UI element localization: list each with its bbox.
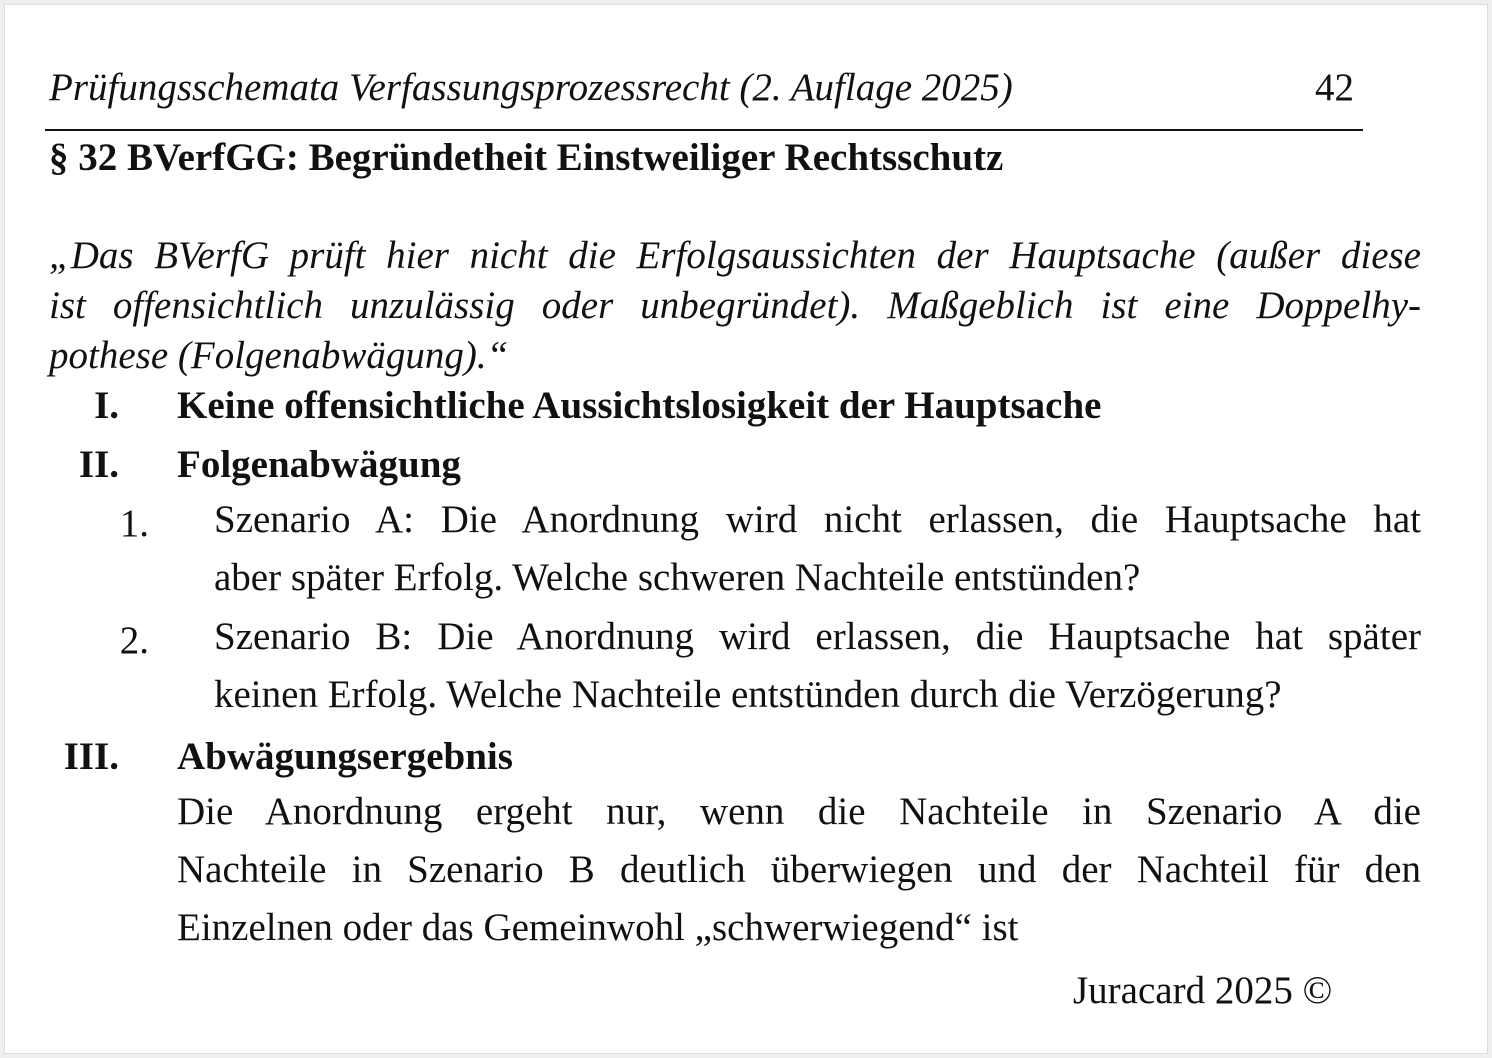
list-item-number: 2. [119,619,149,662]
document-page [4,4,1488,1054]
quote-line: pothese (Folgenabwägung).“ [49,334,509,377]
intro-quote [49,231,1421,381]
list-item-number: 1. [119,502,149,545]
outline-numeral-ii: II. [78,443,119,486]
list-item-line: Szenario B: Die Anordnung wird erlassen, die Hauptsache hat später [214,615,1421,658]
list-item-line: keinen Erfolg. Welche Nachteile entstünden durch die Verzögerung? [214,673,1282,716]
quote-line: „Das BVerfG prüft hier nicht die Erfolgsaussichten der Hauptsache (außer diese [49,234,1421,277]
outline-heading-i: Keine offensichtliche Aussichtslosigkeit der Hauptsache [177,384,1102,427]
page-number: 42 [1315,66,1354,109]
running-title: Prüfungsschemata Verfassungsprozessrecht (2. Auflage 2025) [49,66,1013,109]
outline-heading-ii: Folgenabwägung [177,443,461,486]
outline-heading-iii: Abwägungsergebnis [177,735,513,778]
result-paragraph [177,783,1421,957]
outline-numeral-iii: III. [63,735,119,778]
list-item-line: aber später Erfolg. Welche schweren Nachteile entstünden? [214,556,1141,599]
copyright-footer: Juracard 2025 © [1073,969,1333,1012]
outline-numeral-i: I. [94,384,119,427]
list-item-text [214,608,1421,724]
section-title: § 32 BVerfGG: Begründetheit Einstweiliger Rechtsschutz [49,136,1004,179]
paragraph-line: Nachteile in Szenario B deutlich überwiegen und der Nachteil für den [177,848,1421,891]
list-item-line: Szenario A: Die Anordnung wird nicht erlassen, die Hauptsache hat [214,498,1421,541]
paragraph-line: Die Anordnung ergeht nur, wenn die Nachteile in Szenario A die [177,790,1421,833]
header-divider [45,129,1363,131]
list-item-text [214,491,1421,607]
paragraph-line: Einzelnen oder das Gemeinwohl „schwerwiegend“ ist [177,906,1019,949]
quote-line: ist offensichtlich unzulässig oder unbegründet). Maßgeblich ist eine Doppelhy- [49,284,1421,327]
